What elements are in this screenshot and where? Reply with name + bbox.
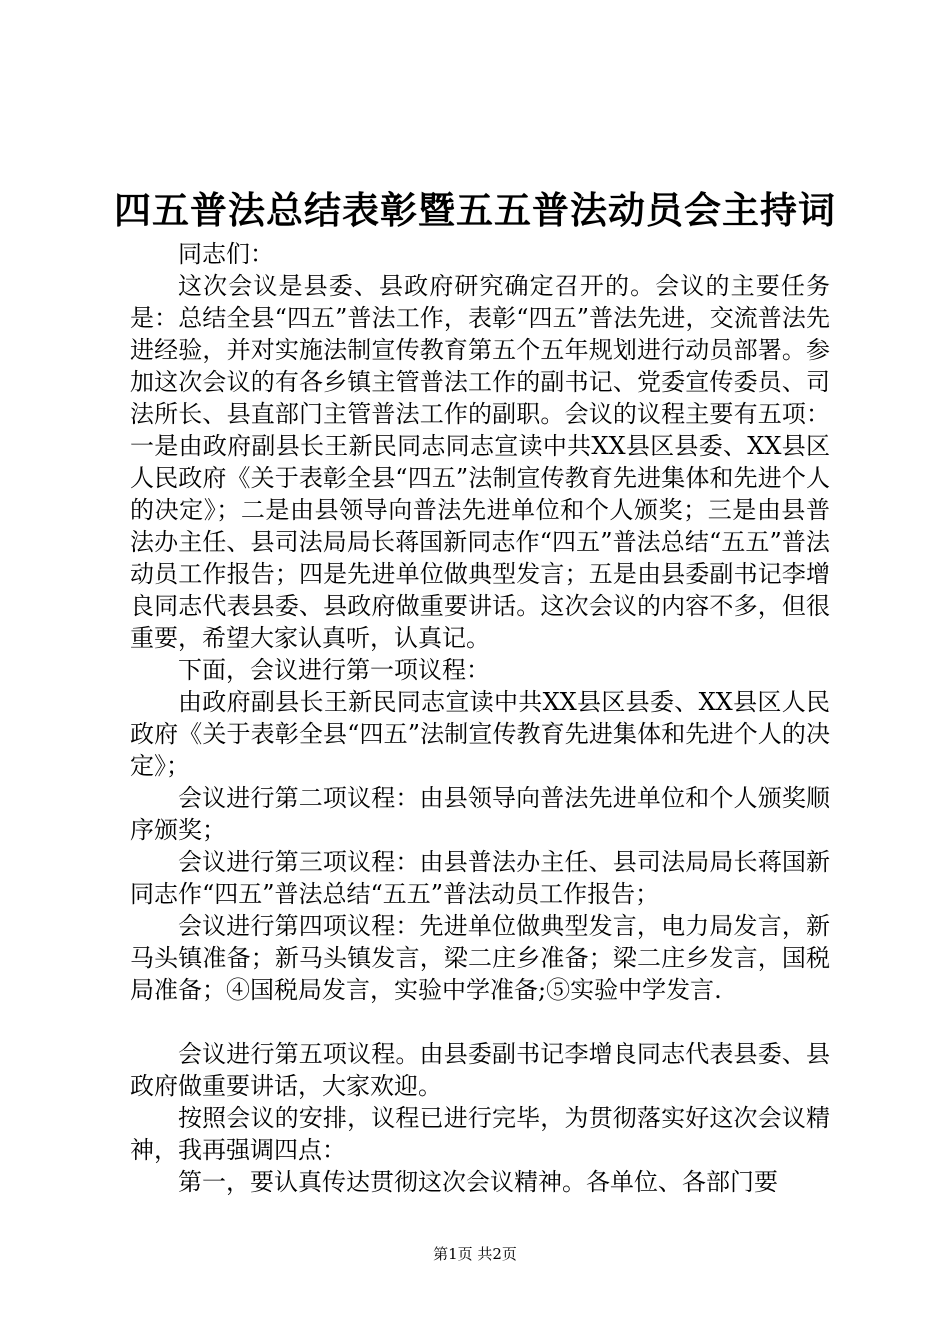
paragraph-agenda-5: 会议进行第五项议程。由县委副书记李增良同志代表县委、县政府做重要讲话，大家欢迎。 xyxy=(130,1040,830,1100)
paragraph-closing: 按照会议的安排，议程已进行完毕，为贯彻落实好这次会议精神，我再强调四点： xyxy=(130,1104,830,1164)
paragraph-salutation: 同志们： xyxy=(178,240,274,268)
paragraph-point-1: 第一，要认真传达贯彻这次会议精神。各单位、各部门要 xyxy=(178,1168,778,1196)
document-body xyxy=(130,238,830,1198)
paragraph-agenda-2: 会议进行第二项议程：由县领导向普法先进单位和个人颁奖顺序颁奖； xyxy=(130,784,830,844)
paragraph-agenda-4: 会议进行第四项议程：先进单位做典型发言，电力局发言，新马头镇准备；新马头镇发言，梁二庄乡准备；梁二庄乡发言，国税局准备；④国税局发言，实验中学准备;⑤实验中学发言. xyxy=(130,912,830,1004)
document-title: 四五普法总结表彰暨五五普法动员会主持词 xyxy=(114,188,836,232)
paragraph-agenda-1-heading: 下面，会议进行第一项议程： xyxy=(178,656,490,684)
paragraph-agenda-1: 由政府副县长王新民同志宣读中共XX县区县委、XX县区人民政府《关于表彰全县“四五”法制宣传教育先进集体和先进个人的决定》； xyxy=(130,688,830,780)
paragraph-spacer xyxy=(130,1006,830,1038)
paragraph-intro: 这次会议是县委、县政府研究确定召开的。会议的主要任务是：总结全县“四五”普法工作，表彰“四五”普法先进，交流普法先进经验，并对实施法制宣传教育第五个五年规划进行动员部署。参加这次会议的有各乡镇主管普法工作的副书记、党委宣传委员、司法所长、县直部门主管普法工作的副职。会议的议程主要有五项：一是由政府副县长王新民同志同志宣读中共XX县区县委、XX县区人民政府《关于表彰全县“四五”法制宣传教育先进集体和先进个人的决定》；二是由县领导向普法先进单位和个人颁奖；三是由县普法办主任、县司法局局长蒋国新同志作“四五”普法总结“五五”普法动员工作报告；四是先进单位做典型发言；五是由县委副书记李增良同志代表县委、县政府做重要讲话。这次会议的内容不多，但很重要，希望大家认真听，认真记。 xyxy=(130,272,830,652)
page-number: 第1页 共2页 xyxy=(433,1245,517,1263)
paragraph-agenda-3: 会议进行第三项议程：由县普法办主任、县司法局局长蒋国新同志作“四五”普法总结“五五”普法动员工作报告； xyxy=(130,848,830,908)
